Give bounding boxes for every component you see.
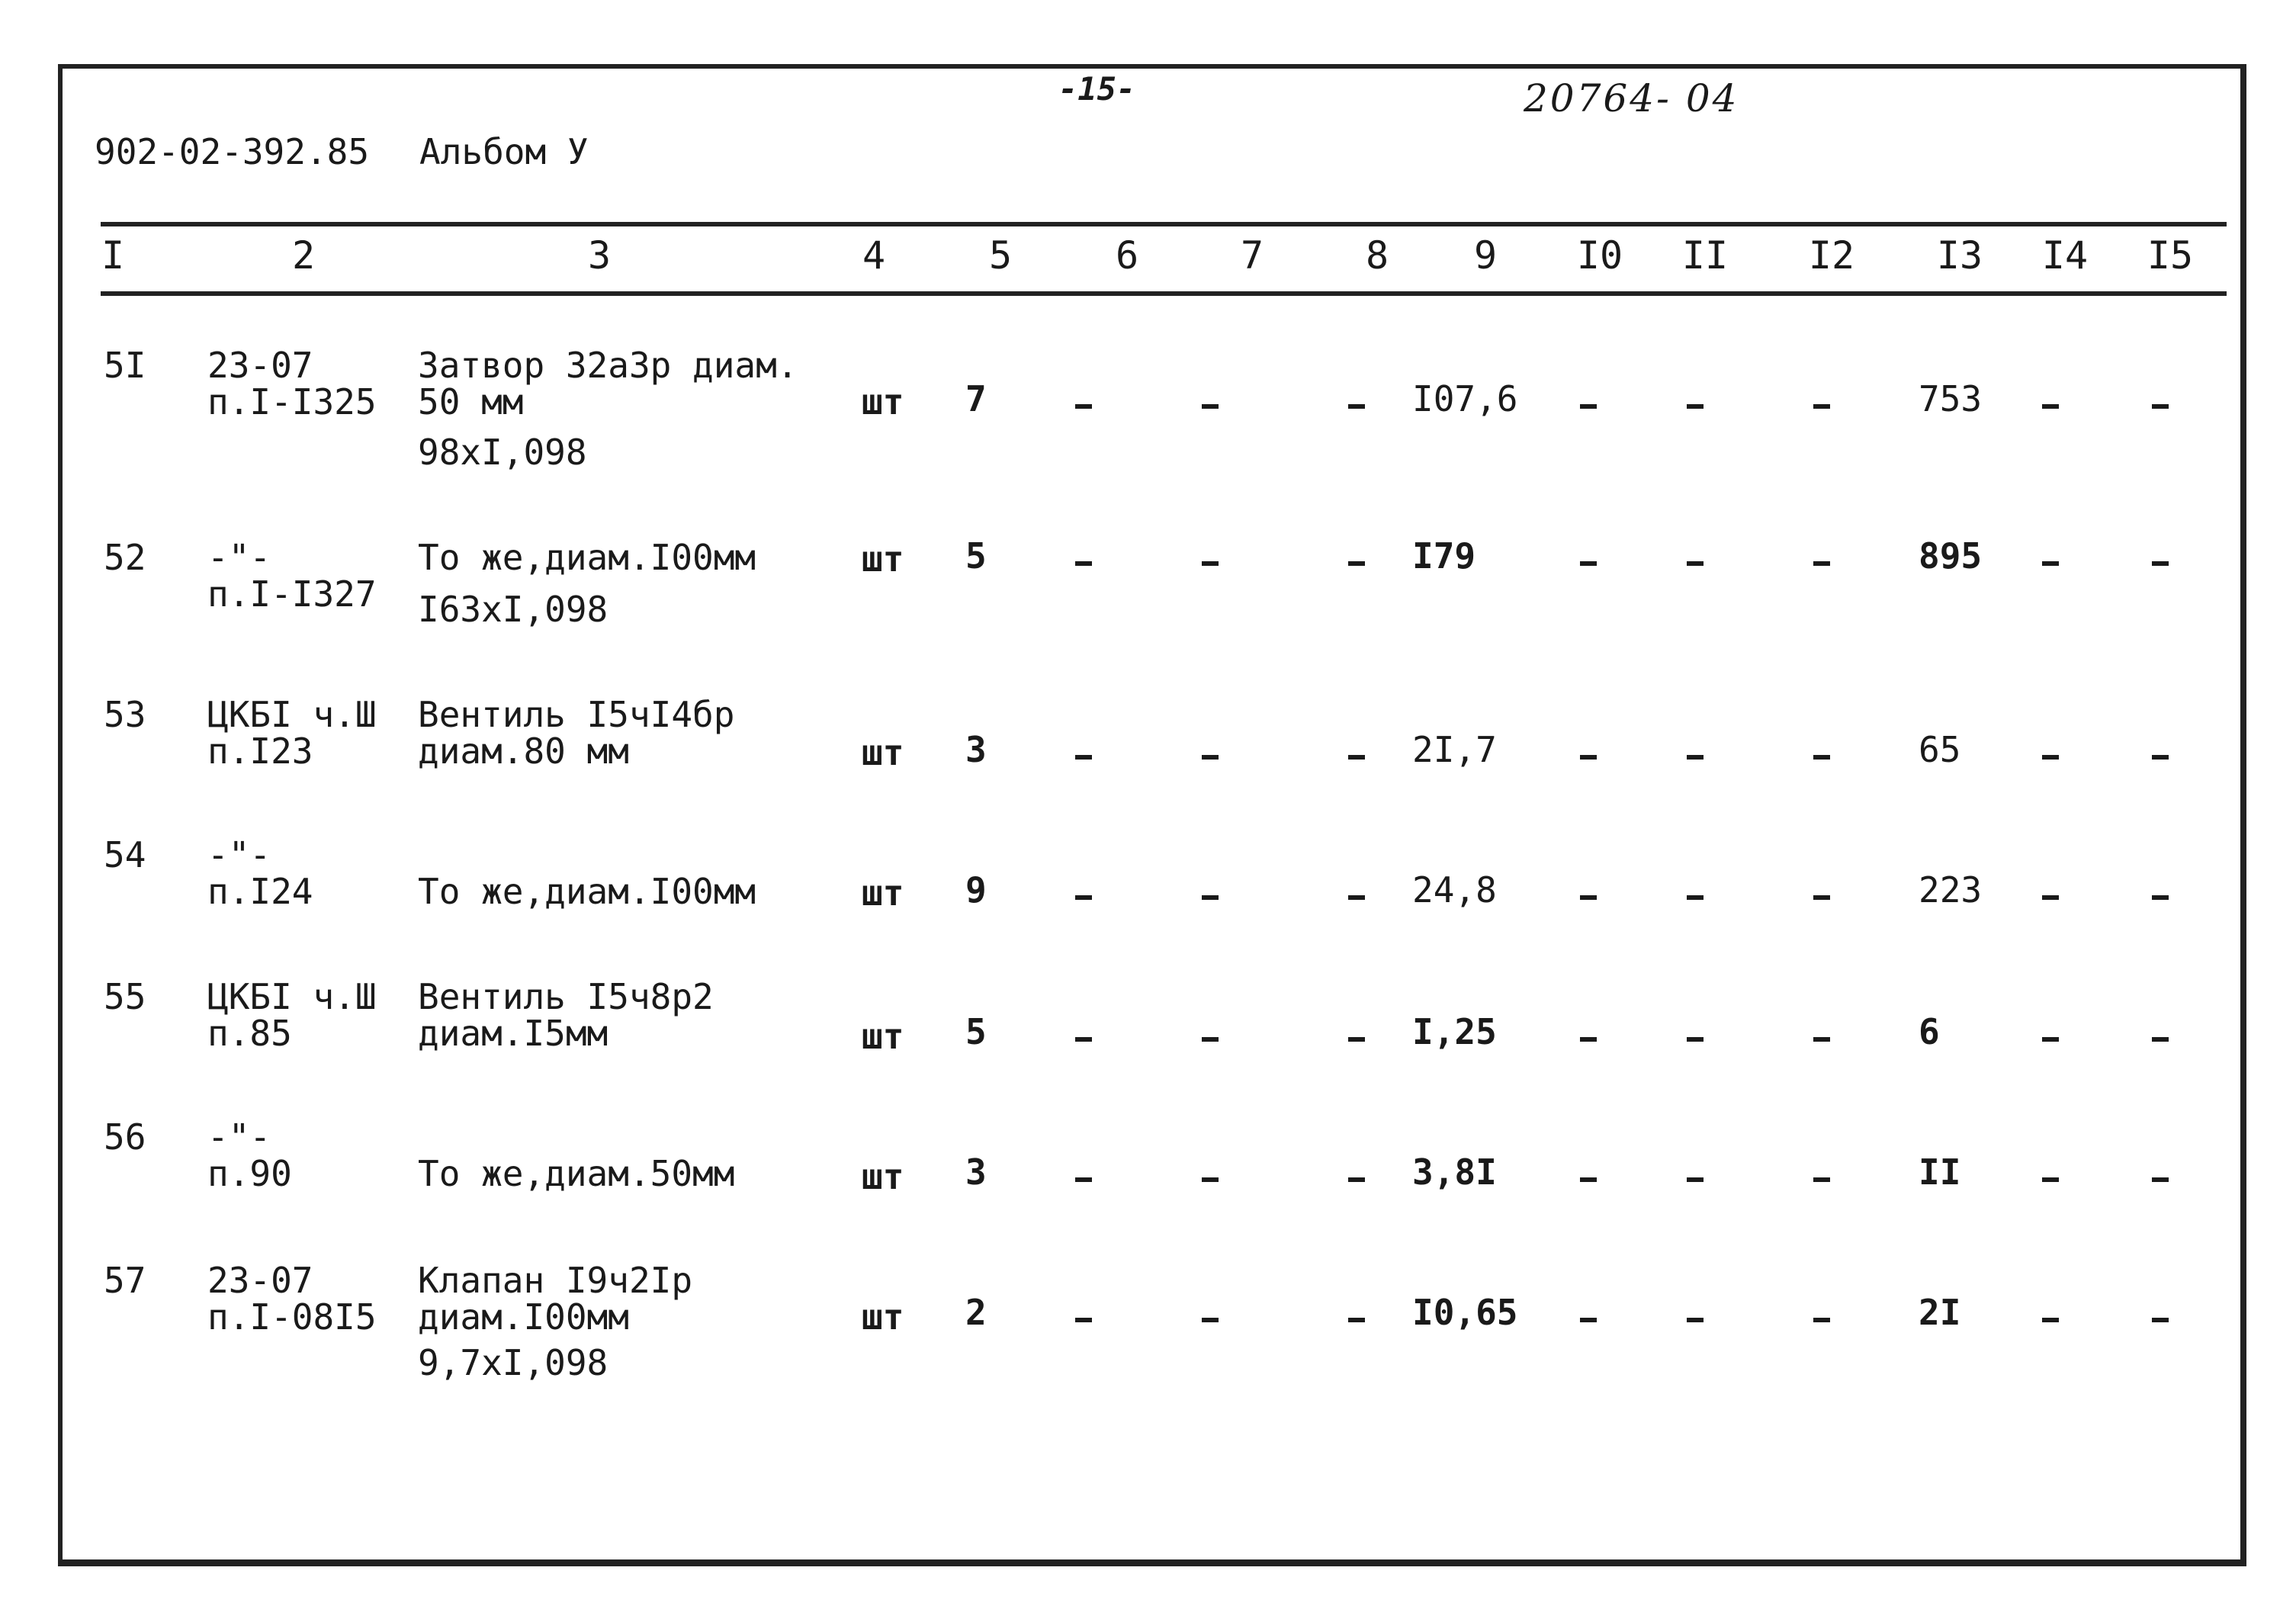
row-value-9: I0,65 [1412, 1292, 1518, 1333]
row-unit: шт [862, 381, 904, 422]
dash [1813, 749, 1830, 763]
row-name-line: 9,7хI,098 [418, 1342, 609, 1383]
dash [1202, 555, 1219, 570]
dash [2152, 1312, 2169, 1326]
column-header-9: 9 [1473, 233, 1498, 278]
dash [1813, 889, 1830, 904]
row-number: 54 [104, 834, 146, 875]
row-value-13: 65 [1919, 729, 1961, 770]
dash [1687, 1171, 1704, 1186]
row-value-9: I07,6 [1412, 378, 1518, 419]
dash [2152, 555, 2169, 570]
row-code: ЦКБI ч.Ш [207, 976, 377, 1017]
dash [1075, 555, 1092, 570]
row-name-line: То же,диам.I00мм [418, 871, 756, 912]
dash [1202, 398, 1219, 413]
row-reference: п.I24 [207, 871, 313, 912]
dash [1580, 398, 1597, 413]
dash [2152, 1171, 2169, 1186]
dash [1202, 749, 1219, 763]
table-header-rule [101, 291, 2227, 296]
dash [1348, 1312, 1365, 1326]
page-number: -15- [1058, 70, 1136, 108]
row-name-line: диам.I00мм [418, 1296, 629, 1338]
row-number: 55 [104, 976, 146, 1017]
row-quantity: 3 [965, 1151, 987, 1193]
row-reference: п.I-I325 [207, 381, 377, 422]
dash [1813, 1031, 1830, 1045]
row-number: 52 [104, 537, 146, 578]
column-header-13: I3 [1936, 233, 1983, 278]
row-name-line: Вентиль I5чI4бр [418, 694, 735, 735]
column-header-14: I4 [2041, 233, 2089, 278]
dash [1075, 1312, 1092, 1326]
row-name-line: Вентиль I5ч8р2 [418, 976, 714, 1017]
dash [2152, 1031, 2169, 1045]
row-value-13: 6 [1919, 1011, 1940, 1052]
row-reference: п.I23 [207, 731, 313, 772]
dash [2042, 555, 2059, 570]
page-frame [58, 64, 2246, 1566]
column-header-7: 7 [1240, 233, 1264, 278]
dash [1580, 1312, 1597, 1326]
table-top-rule [101, 222, 2227, 226]
dash [1075, 749, 1092, 763]
column-header-8: 8 [1365, 233, 1389, 278]
dash [1813, 1171, 1830, 1186]
dash [1687, 1312, 1704, 1326]
column-header-1: I [101, 233, 125, 278]
row-value-9: 3,8I [1412, 1151, 1497, 1193]
row-number: 57 [104, 1260, 146, 1301]
dash [1202, 1312, 1219, 1326]
dash [2042, 889, 2059, 904]
row-unit: шт [862, 1296, 904, 1338]
row-number: 56 [104, 1116, 146, 1158]
row-name-line: I63хI,098 [418, 589, 609, 630]
row-value-13: 2I [1919, 1292, 1961, 1333]
row-value-13: 895 [1919, 535, 1983, 577]
dash [1687, 555, 1704, 570]
row-reference: п.90 [207, 1153, 292, 1194]
row-quantity: 3 [965, 729, 987, 770]
dash [1687, 398, 1704, 413]
column-header-10: I0 [1576, 233, 1623, 278]
dash [2152, 398, 2169, 413]
dash [2042, 1031, 2059, 1045]
row-code: 23-07 [207, 345, 313, 386]
dash [1202, 1031, 1219, 1045]
dash [1348, 749, 1365, 763]
dash [1813, 555, 1830, 570]
dash [1580, 1171, 1597, 1186]
dash [2152, 889, 2169, 904]
row-quantity: 5 [965, 535, 987, 577]
dash [1687, 1031, 1704, 1045]
column-header-4: 4 [862, 233, 886, 278]
document-code: 902-02-392.85 [95, 131, 370, 172]
row-name-line: 50 мм [418, 381, 524, 422]
dash [1202, 889, 1219, 904]
album-label: Альбом У [419, 131, 589, 172]
row-value-9: I79 [1412, 535, 1476, 577]
dash [1075, 1031, 1092, 1045]
dash [1813, 398, 1830, 413]
row-name-line: Затвор 32а3р диам. [418, 345, 798, 386]
dash [2042, 398, 2059, 413]
dash [1687, 889, 1704, 904]
row-reference: п.I-I327 [207, 573, 377, 615]
dash [2042, 1171, 2059, 1186]
dash [1348, 1031, 1365, 1045]
dash [1813, 1312, 1830, 1326]
dash [1348, 555, 1365, 570]
row-value-9: 2I,7 [1412, 729, 1497, 770]
column-header-5: 5 [988, 233, 1013, 278]
row-value-9: I,25 [1412, 1011, 1497, 1052]
dash [1348, 1171, 1365, 1186]
dash [1202, 1171, 1219, 1186]
row-code: 23-07 [207, 1260, 313, 1301]
dash [1580, 749, 1597, 763]
dash [1075, 889, 1092, 904]
row-code: -"- [207, 537, 271, 578]
dash [1580, 1031, 1597, 1045]
dash [1075, 398, 1092, 413]
row-value-13: II [1919, 1151, 1961, 1193]
row-quantity: 7 [965, 378, 987, 419]
column-header-11: II [1681, 233, 1729, 278]
row-unit: шт [862, 1016, 904, 1057]
row-number: 5I [104, 345, 146, 386]
row-quantity: 5 [965, 1011, 987, 1052]
dash [1580, 889, 1597, 904]
handwritten-number: 20764- 04 [1524, 76, 1739, 120]
row-name-line: диам.80 мм [418, 731, 629, 772]
row-name-line: 98хI,098 [418, 432, 587, 473]
row-code: ЦКБI ч.Ш [207, 694, 377, 735]
row-value-13: 753 [1919, 378, 1983, 419]
column-header-2: 2 [291, 233, 316, 278]
row-value-13: 223 [1919, 869, 1983, 911]
row-name-line: Клапан I9ч2Iр [418, 1260, 693, 1301]
dash [1687, 749, 1704, 763]
row-unit: шт [862, 872, 904, 914]
row-quantity: 9 [965, 869, 987, 911]
dash [2152, 749, 2169, 763]
row-reference: п.85 [207, 1013, 292, 1054]
dash [1075, 1171, 1092, 1186]
column-header-3: 3 [587, 233, 612, 278]
row-number: 53 [104, 694, 146, 735]
row-name-line: То же,диам.I00мм [418, 537, 756, 578]
row-unit: шт [862, 538, 904, 580]
dash [2042, 749, 2059, 763]
column-header-6: 6 [1115, 233, 1139, 278]
row-code: -"- [207, 834, 271, 875]
row-unit: шт [862, 1156, 904, 1197]
dash [1580, 555, 1597, 570]
row-code: -"- [207, 1116, 271, 1158]
column-header-12: I2 [1808, 233, 1855, 278]
dash [1348, 889, 1365, 904]
dash [2042, 1312, 2059, 1326]
row-quantity: 2 [965, 1292, 987, 1333]
row-value-9: 24,8 [1412, 869, 1497, 911]
dash [1348, 398, 1365, 413]
row-name-line: То же,диам.50мм [418, 1153, 735, 1194]
row-reference: п.I-08I5 [207, 1296, 377, 1338]
row-unit: шт [862, 732, 904, 773]
row-name-line: диам.I5мм [418, 1013, 609, 1054]
column-header-15: I5 [2147, 233, 2194, 278]
